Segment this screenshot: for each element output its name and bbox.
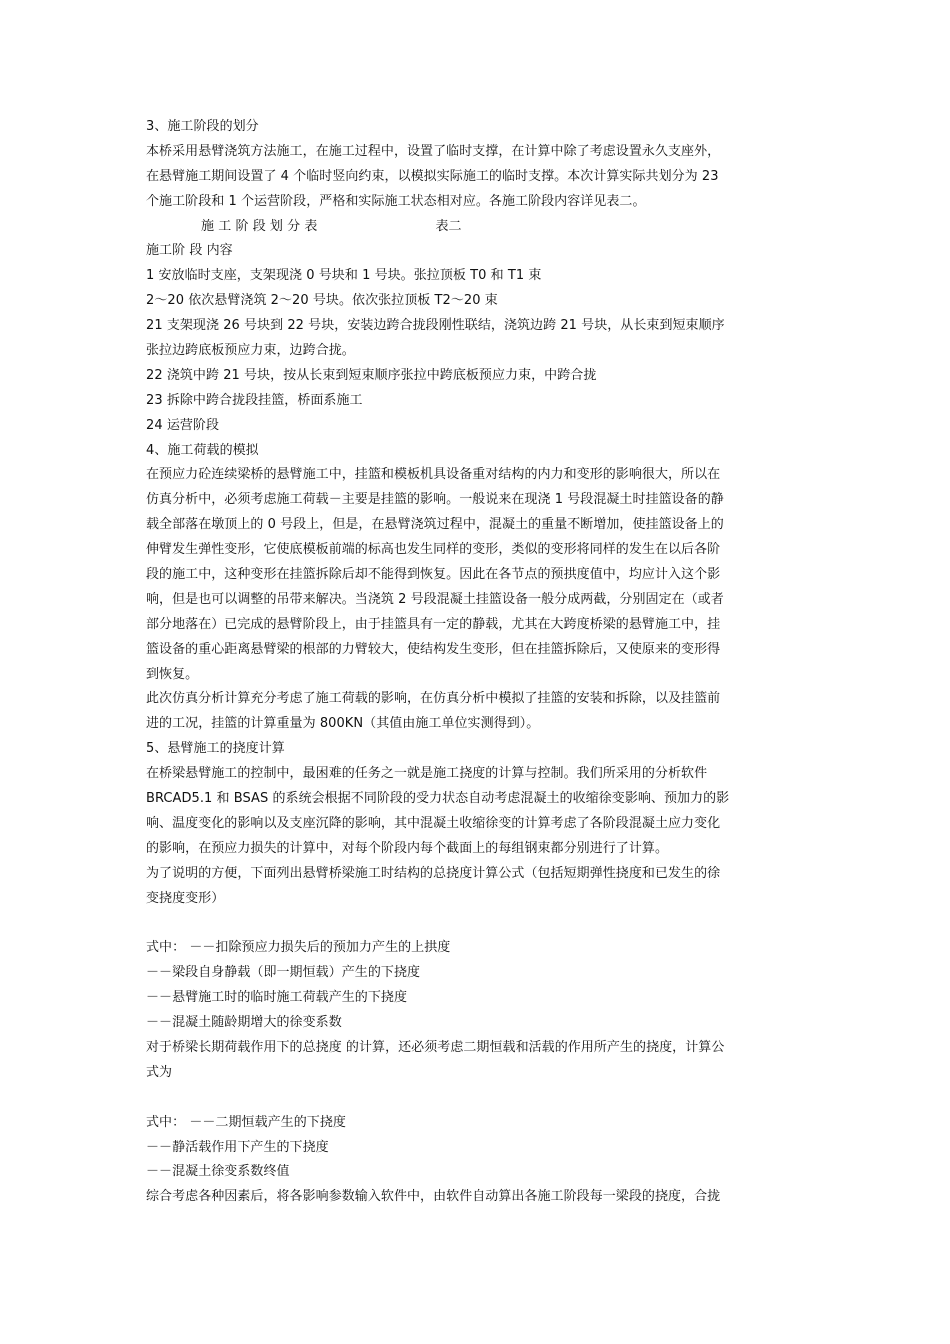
formula-term: －－混凝土徐变系数终值 [146, 1164, 290, 1180]
table-row: 张拉边跨底板预应力束，边跨合拢。 [146, 343, 355, 359]
table-row: 1 安放临时支座，支架现浇 0 号块和 1 号块。张拉顶板 T0 和 T1 束 [146, 268, 542, 284]
table-row: 24 运营阶段 [146, 417, 220, 433]
table-row: 21 支架现浇 26 号块到 22 号块，安装边跨合拢段刚性联结，浇筑边跨 21 号块，从长束到短束顺序 [146, 318, 725, 334]
table-header: 施工阶 段 内容 [146, 243, 233, 259]
formula-placeholder [146, 1086, 778, 1111]
formula-term: 式中： －－二期恒载产生的下挠度 [146, 1114, 346, 1130]
section-4-paragraph-line: 仿真分析中，必须考虑施工荷载－主要是挂篮的影响。一般说来在现浇 1 号段混凝土时挂篮设备的静 [146, 492, 724, 508]
document-page [146, 115, 778, 1210]
section-3-paragraph-line: 在悬臂施工期间设置了 4 个临时竖向约束，以模拟实际施工的临时支撑。本次计算实际共划分为 23 [146, 168, 719, 184]
section-4-paragraph-line: 响，但是也可以调整的吊带来解决。当浇筑 2 号段混凝土挂篮设备一般分成两截，分别固定在（或者 [146, 591, 724, 607]
section-5-heading: 5、悬臂施工的挠度计算 [146, 741, 285, 757]
section-4-paragraph-line: 载全部落在墩顶上的 0 号段上，但是，在悬臂浇筑过程中，混凝土的重量不断增加，使挂篮设备上的 [146, 517, 724, 533]
section-4-paragraph-line: 到恢复。 [146, 666, 199, 682]
section-5-paragraph-line: 响、温度变化的影响以及支座沉降的影响，其中混凝土收缩徐变的计算考虑了各阶段混凝土应力变化 [146, 815, 721, 831]
table-row: 22 浇筑中跨 21 号块，按从长束到短束顺序张拉中跨底板预应力束，中跨合拢 [146, 367, 597, 383]
section-5-paragraph-line: 在桥梁悬臂施工的控制中，最困难的任务之一就是施工挠度的计算与控制。我们所采用的分析软件 [146, 766, 708, 782]
section-5-paragraph-line: 对于桥梁长期荷载作用下的总挠度 的计算，还必须考虑二期恒载和活载的作用所产生的挠度，计算公 [146, 1039, 725, 1055]
section-4-paragraph-line: 伸臂发生弹性变形，它使底模板前端的标高也发生同样的变形，类似的变形将同样的发生在以后各阶 [146, 542, 721, 558]
section-5-paragraph-line: 变挠度变形） [146, 890, 225, 906]
formula-term: －－悬臂施工时的临时施工荷载产生的下挠度 [146, 990, 408, 1006]
section-4-paragraph-line: 段的施工中，这种变形在挂篮拆除后却不能得到恢复。因此在各节点的预拱度值中，均应计入这个影 [146, 567, 721, 583]
section-5-paragraph-line: 式为 [146, 1064, 173, 1080]
section-3-paragraph-line: 本桥采用悬臂浇筑方法施工，在施工过程中，设置了临时支撑，在计算中除了考虑设置永久支座外， [146, 143, 721, 159]
section-3-paragraph-line: 个施工阶段和 1 个运营阶段，严格和实际施工状态相对应。各施工阶段内容详见表二。 [146, 193, 646, 209]
section-4-paragraph-line: 部分地落在）已完成的悬臂阶段上，由于挂篮具有一定的静载，尤其在大跨度桥梁的悬臂施工中，挂 [146, 616, 721, 632]
section-5-paragraph-line: BRCAD5.1 和 BSAS 的系统会根据不同阶段的受力状态自动考虑混凝土的收缩徐变影响、预加力的影 [146, 791, 730, 807]
final-paragraph-line: 综合考虑各种因素后，将各影响参数输入软件中，由软件自动算出各施工阶段每一梁段的挠度，合拢 [146, 1189, 721, 1205]
formula-placeholder [146, 912, 778, 937]
table-row: 2～20 依次悬臂浇筑 2～20 号块。依次张拉顶板 T2～20 束 [146, 293, 498, 309]
table-number: 表二 [435, 218, 462, 234]
formula-term: －－梁段自身静载（即一期恒载）产生的下挠度 [146, 965, 421, 981]
table-title: 施 工 阶 段 划 分 表 [201, 218, 318, 234]
section-4-heading: 4、施工荷载的模拟 [146, 442, 259, 458]
section-5-paragraph-line: 的影响，在预应力损失的计算中，对每个阶段内每个截面上的每组钢束都分别进行了计算。 [146, 840, 669, 856]
section-4-paragraph-line: 篮设备的重心距离悬臂梁的根部的力臂较大，使结构发生变形，但在挂篮拆除后，又使原来的变形得 [146, 641, 721, 657]
section-5-paragraph-line: 为了说明的方便，下面列出悬臂桥梁施工时结构的总挠度计算公式（包括短期弹性挠度和已发生的徐 [146, 865, 721, 881]
section-4-paragraph-line: 在预应力砼连续梁桥的悬臂施工中，挂篮和模板机具设备重对结构的内力和变形的影响很大，所以在 [146, 467, 721, 483]
table-caption [146, 215, 778, 240]
formula-term: －－混凝土随龄期增大的徐变系数 [146, 1015, 342, 1031]
section-3-heading: 3、施工阶段的划分 [146, 119, 259, 134]
table-row: 23 拆除中跨合拢段挂篮，桥面系施工 [146, 392, 363, 408]
section-4-paragraph-line: 此次仿真分析计算充分考虑了施工荷载的影响，在仿真分析中模拟了挂篮的安装和拆除，以及挂篮前 [146, 691, 721, 707]
section-4-paragraph-line: 进的工况，挂篮的计算重量为 800KN（其值由施工单位实测得到）。 [146, 716, 540, 732]
formula-term: 式中： －－扣除预应力损失后的预加力产生的上拱度 [146, 940, 451, 956]
formula-term: －－静活载作用下产生的下挠度 [146, 1139, 329, 1155]
